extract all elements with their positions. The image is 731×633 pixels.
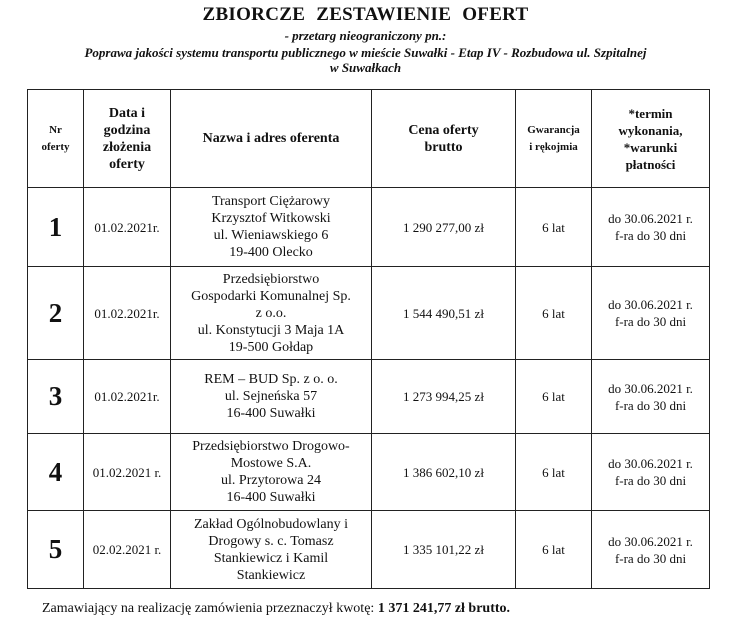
offer-term: do 30.06.2021 r. f-ra do 30 dni [592, 434, 710, 511]
offer-warranty: 6 lat [516, 434, 592, 511]
offer-term: do 30.06.2021 r. f-ra do 30 dni [592, 267, 710, 360]
offer-price: 1 544 490,51 zł [372, 267, 516, 360]
offer-number: 3 [28, 360, 84, 434]
table-header-row [28, 90, 710, 188]
offer-number: 2 [28, 267, 84, 360]
table-row [28, 188, 710, 267]
offer-date: 02.02.2021 r. [84, 511, 171, 589]
offer-warranty: 6 lat [516, 267, 592, 360]
offer-price: 1 386 602,10 zł [372, 434, 516, 511]
document-subtitle: - przetarg nieograniczony pn.: [284, 28, 447, 43]
offer-date: 01.02.2021 r. [84, 434, 171, 511]
offer-warranty: 6 lat [516, 360, 592, 434]
table-row [28, 267, 710, 360]
col-header-nr: Nr oferty [28, 90, 84, 188]
offer-date: 01.02.2021r. [84, 267, 171, 360]
col-header-term: *termin wykonania, *warunki płatności [592, 90, 710, 188]
offer-price: 1 290 277,00 zł [372, 188, 516, 267]
offer-bidder: Przedsiębiorstwo Drogowo- Mostowe S.A. ul. Przytorowa 24 16-400 Suwałki [171, 434, 372, 511]
offer-bidder: Zakład Ogólnobudowlany i Drogowy s. c. Tomasz Stankiewicz i Kamil Stankiewicz [171, 511, 372, 589]
document-title: ZBIORCZE ZESTAWIENIE OFERT [202, 4, 529, 25]
document-header [0, 4, 731, 75]
offer-price: 1 273 994,25 zł [372, 360, 516, 434]
offer-bidder: REM – BUD Sp. z o. o. ul. Sejneńska 57 16-400 Suwałki [171, 360, 372, 434]
offer-number: 4 [28, 434, 84, 511]
col-header-name: Nazwa i adres oferenta [171, 90, 372, 188]
offer-bidder: Przedsiębiorstwo Gospodarki Komunalnej Sp. z o.o. ul. Konstytucji 3 Maja 1A 19-500 Gołdap [171, 267, 372, 360]
table-row [28, 511, 710, 589]
offer-term: do 30.06.2021 r. f-ra do 30 dni [592, 511, 710, 589]
project-name [21, 45, 711, 75]
project-name-line2: w Suwałkach [329, 60, 402, 75]
table-row [28, 360, 710, 434]
offer-term: do 30.06.2021 r. f-ra do 30 dni [592, 360, 710, 434]
offer-date: 01.02.2021r. [84, 360, 171, 434]
offers-table [27, 89, 710, 589]
offer-warranty: 6 lat [516, 188, 592, 267]
offer-number: 5 [28, 511, 84, 589]
offer-warranty: 6 lat [516, 511, 592, 589]
budget-note [42, 601, 510, 617]
offer-bidder: Transport Ciężarowy Krzysztof Witkowski ul. Wieniawskiego 6 19-400 Olecko [171, 188, 372, 267]
budget-amount: 1 371 241,77 zł brutto. [377, 601, 511, 616]
project-name-line1: Poprawa jakości systemu transportu publicznego w mieście Suwałki - Etap IV - Rozbudowa ul. Szpitalnej [84, 45, 647, 60]
offer-number: 1 [28, 188, 84, 267]
budget-note-text: Zamawiający na realizację zamówienia przeznaczył kwotę: [42, 601, 378, 616]
offer-date: 01.02.2021r. [84, 188, 171, 267]
col-header-warranty: Gwarancja i rękojmia [516, 90, 592, 188]
table-row [28, 434, 710, 511]
col-header-date: Data i godzina złożenia oferty [84, 90, 171, 188]
offer-term: do 30.06.2021 r. f-ra do 30 dni [592, 188, 710, 267]
offer-price: 1 335 101,22 zł [372, 511, 516, 589]
col-header-price: Cena oferty brutto [372, 90, 516, 188]
